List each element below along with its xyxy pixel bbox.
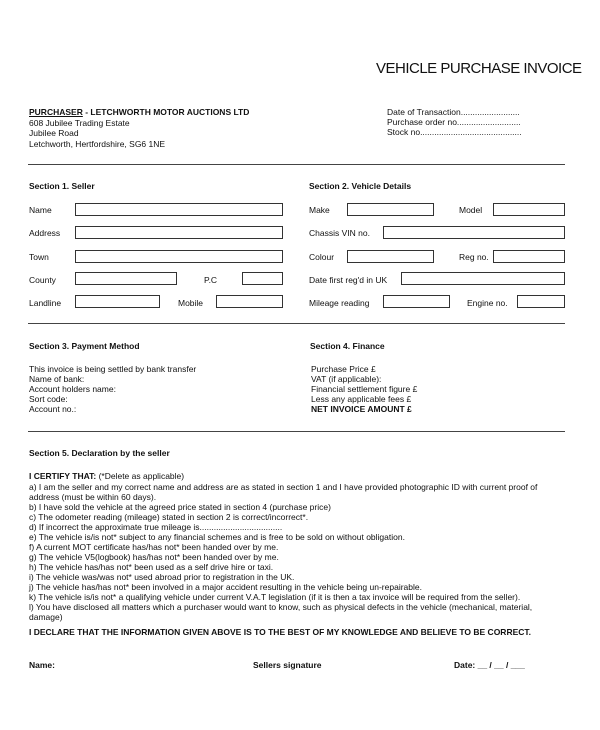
- seller-town-input[interactable]: [75, 250, 283, 263]
- declaration-item: h) The vehicle has/has not* been used as a self drive hire or taxi.: [29, 562, 274, 572]
- vehicle-make-label: Make: [309, 205, 330, 215]
- declaration-item: f) A current MOT certificate has/has not* been handed over by me.: [29, 542, 279, 552]
- finance-line: VAT (if applicable):: [311, 374, 382, 384]
- declaration-list: [29, 482, 537, 622]
- section-3-heading: Section 3. Payment Method: [29, 341, 140, 351]
- seller-address-input[interactable]: [75, 226, 283, 239]
- vehicle-colour-input[interactable]: [347, 250, 434, 263]
- vehicle-engine-input[interactable]: [517, 295, 565, 308]
- finance-line: Less any applicable fees £: [311, 394, 412, 404]
- declaration-item: c) The odometer reading (mileage) stated in section 2 is correct/incorrect*.: [29, 512, 309, 522]
- vehicle-make-input[interactable]: [347, 203, 434, 216]
- section-5-heading: Section 5. Declaration by the seller: [29, 448, 170, 458]
- seller-address-label: Address: [29, 228, 61, 238]
- vehicle-date-reg-input[interactable]: [401, 272, 565, 285]
- seller-county-label: County: [29, 275, 56, 285]
- seller-pc-label: P.C: [204, 275, 218, 285]
- net-invoice-amount: NET INVOICE AMOUNT £: [311, 404, 412, 414]
- purchase-order-no: Purchase order no...........................: [387, 117, 521, 127]
- seller-name-input[interactable]: [75, 203, 283, 216]
- address-line-3: Letchworth, Hertfordshire, SG6 1NE: [29, 139, 166, 149]
- declaration-item: e) The vehicle is/is not* subject to any financial schemes and is free to be sold on without obligation.: [29, 532, 405, 542]
- payment-line: Sort code:: [29, 394, 68, 404]
- declaration-item: damage): [29, 612, 63, 622]
- finance-line: Purchase Price £: [311, 364, 376, 374]
- stock-no: Stock no...........................................: [387, 127, 522, 137]
- declaration-item: d) If incorrect the approximate true mileage is...................................: [29, 522, 283, 532]
- seller-county-input[interactable]: [75, 272, 177, 285]
- vehicle-model-label: Model: [459, 205, 483, 215]
- seller-mobile-label: Mobile: [178, 298, 204, 308]
- purchaser-name: - LETCHWORTH MOTOR AUCTIONS LTD: [82, 107, 250, 117]
- footer-date-label: Date: __ / __ / ___: [454, 660, 525, 670]
- vehicle-engine-label: Engine no.: [467, 298, 508, 308]
- certify-note: (*Delete as applicable): [96, 471, 185, 481]
- payment-line: This invoice is being settled by bank transfer: [29, 364, 197, 374]
- declaration-item: address (must be within 60 days).: [29, 492, 157, 502]
- payment-line: Name of bank:: [29, 374, 85, 384]
- payment-line: Account no.:: [29, 404, 77, 414]
- vehicle-mileage-label: Mileage reading: [309, 298, 370, 308]
- vehicle-model-input[interactable]: [493, 203, 565, 216]
- section-4-heading: Section 4. Finance: [310, 341, 385, 351]
- seller-pc-input[interactable]: [242, 272, 283, 285]
- date-of-transaction: Date of Transaction.........................: [387, 107, 520, 117]
- vehicle-chassis-input[interactable]: [383, 226, 565, 239]
- vehicle-date-reg-label: Date first reg'd in UK: [309, 275, 388, 285]
- certify-line: [29, 471, 184, 481]
- footer-name-label: Name:: [29, 660, 55, 670]
- page-title: VEHICLE PURCHASE INVOICE: [376, 60, 582, 77]
- finance-line: Financial settlement figure £: [311, 384, 418, 394]
- vehicle-chassis-label: Chassis VIN no.: [309, 228, 370, 238]
- divider: [28, 164, 565, 165]
- vehicle-mileage-input[interactable]: [383, 295, 450, 308]
- seller-name-label: Name: [29, 205, 52, 215]
- certify-label: I CERTIFY THAT:: [29, 471, 97, 481]
- seller-landline-label: Landline: [29, 298, 62, 308]
- purchaser-label: PURCHASER: [29, 107, 83, 117]
- address-line-2: Jubilee Road: [29, 128, 79, 138]
- payment-line: Account holders name:: [29, 384, 116, 394]
- address-line-1: 608 Jubilee Trading Estate: [29, 118, 130, 128]
- declaration-item: k) The vehicle is/is not* a qualifying vehicle under current V.A.T legislation (if it is then a tax invoice will be required from the seller).: [29, 592, 521, 602]
- vehicle-reg-label: Reg no.: [459, 252, 489, 262]
- declaration-item: i) The vehicle was/was not* used abroad prior to registration in the UK.: [29, 572, 295, 582]
- seller-mobile-input[interactable]: [216, 295, 283, 308]
- section-2-heading: Section 2. Vehicle Details: [309, 181, 412, 191]
- purchaser-heading: [29, 107, 249, 117]
- declaration-item: b) I have sold the vehicle at the agreed price stated in section 4 (purchase price): [29, 502, 331, 512]
- declaration-item: a) I am the seller and my correct name and address are as stated in section 1 and I have provided photographic ID with current proof of: [29, 482, 538, 492]
- seller-town-label: Town: [29, 252, 49, 262]
- vehicle-reg-input[interactable]: [493, 250, 565, 263]
- declare-statement: I DECLARE THAT THE INFORMATION GIVEN ABOVE IS TO THE BEST OF MY KNOWLEDGE AND BELIEVE TO BE CORRECT.: [29, 627, 531, 637]
- divider: [28, 431, 565, 432]
- footer-signature-label: Sellers signature: [253, 660, 322, 670]
- vehicle-colour-label: Colour: [309, 252, 335, 262]
- divider: [28, 323, 565, 324]
- declaration-item: g) The vehicle V5(logbook) has/has not* been handed over by me.: [29, 552, 279, 562]
- section-1-heading: Section 1. Seller: [29, 181, 95, 191]
- declaration-item: j) The vehicle has/has not* been involved in a major accident resulting in the vehicle being un-repairable.: [29, 582, 422, 592]
- seller-landline-input[interactable]: [75, 295, 160, 308]
- declaration-item: l) You have disclosed all matters which a purchaser would want to know, such as physical defects in the vehicle (mechanical, material,: [29, 602, 533, 612]
